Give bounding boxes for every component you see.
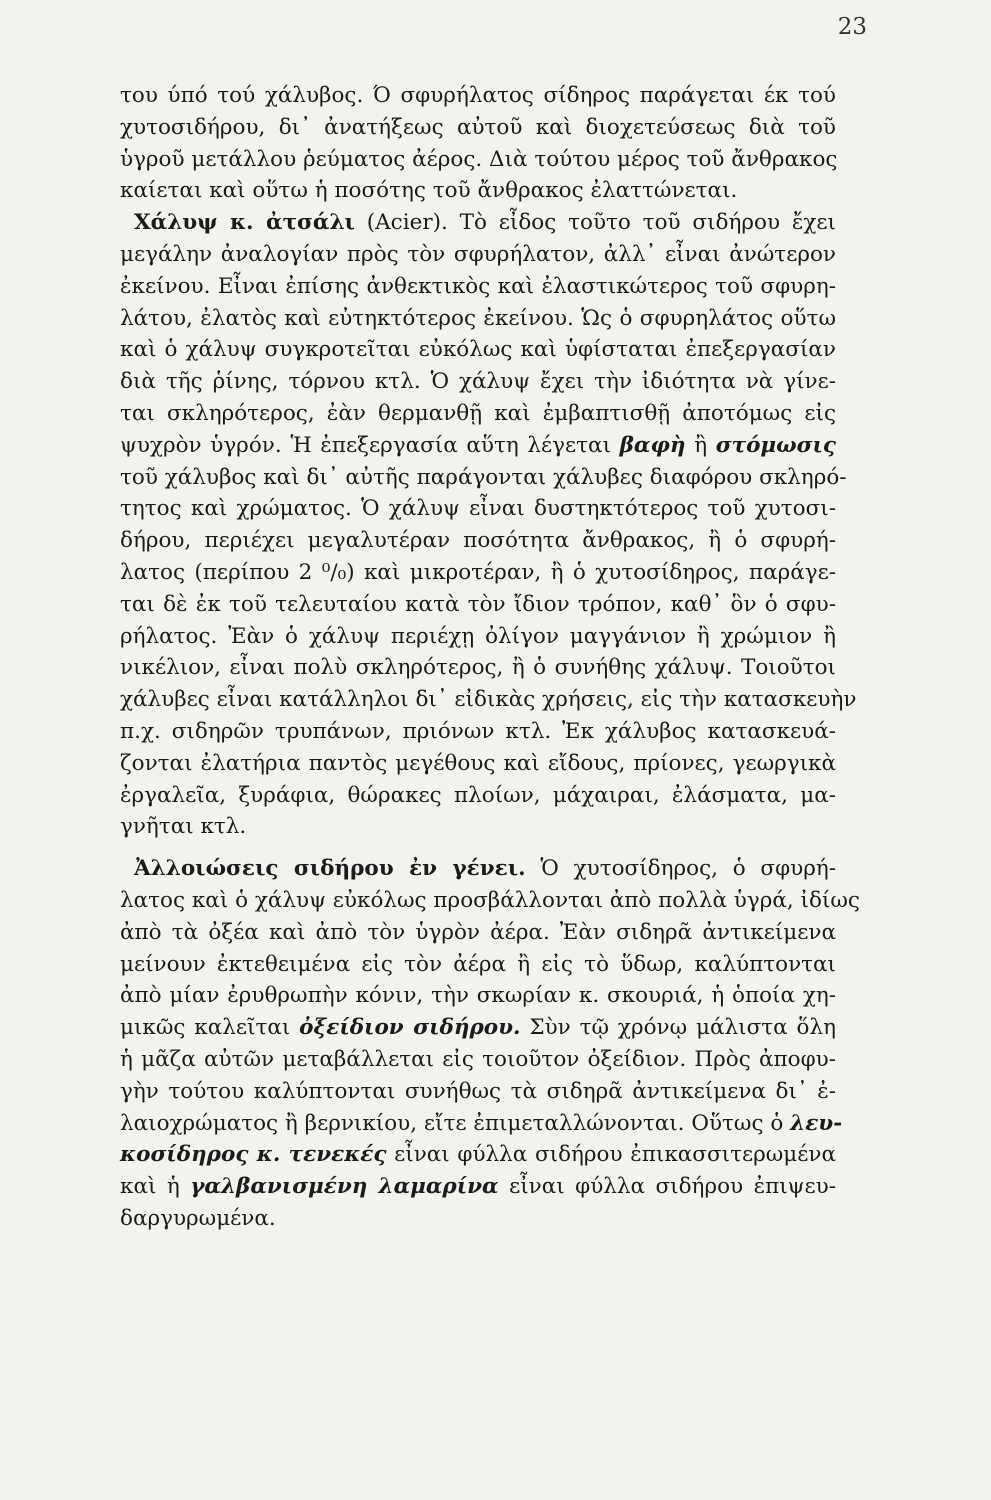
emphasized-term: Ἀλλοιώσεις σιδήρου ἐν γένει. <box>134 856 526 882</box>
text-line <box>120 811 836 843</box>
emphasized-term: κοσίδηρος κ. τενεκές <box>120 1142 387 1168</box>
text-line <box>120 80 836 112</box>
text-segment: λατος καὶ ὁ χάλυψ εὐκόλως προσβάλλονται ἀπὸ πολλὰ ὑγρά, ἰδίως <box>120 887 860 913</box>
text-line <box>120 175 836 207</box>
text-segment: Σὺν τῷ χρόνῳ μάλιστα ὅλη <box>520 1015 836 1041</box>
text-segment: ἀπὸ μίαν ἐρυθρωπὴν κόνιν, τὴν σκωρίαν κ. σκουριά, ἡ ὁποία χη- <box>120 983 836 1009</box>
text-segment: ρήλατος. Ἐὰν ὁ χάλυψ περιέχῃ ὀλίγον μαγγάνιον ἢ χρώμιον ἢ <box>120 623 836 649</box>
text-line <box>120 239 836 271</box>
text-line <box>120 780 836 812</box>
text-segment: μείνουν ἐκτεθειμένα εἰς τὸν ἀέρα ἢ εἰς τὸ ὕδωρ, καλύπτονται <box>120 951 836 977</box>
text-segment: λάτου, ἐλατὸς καὶ εὐτηκτότερος ἐκείνου. Ὡς ὁ σφυρηλάτος οὕτω <box>120 305 836 331</box>
text-segment: γνῆται κτλ. <box>120 814 247 840</box>
text-segment: τοῦ χάλυβος καὶ δι᾽ αὐτῆς παράγονται χάλυβες διαφόρου σκληρό- <box>120 464 847 490</box>
text-line <box>120 853 836 885</box>
text-line <box>120 1012 836 1044</box>
text-line <box>120 917 836 949</box>
text-segment: (Acier). Τὸ εἶδος τοῦτο τοῦ σιδήρου ἔχει <box>354 210 836 236</box>
text-segment: ἐργαλεῖα, ξυράφια, θώρακες πλοίων, μάχαιραι, ἐλάσματα, μα- <box>120 782 836 808</box>
text-line <box>120 303 836 335</box>
text-line <box>120 334 836 366</box>
text-segment: ται σκληρότερος, ἐὰν θερμανθῇ καὶ ἐμβαπτισθῇ ἀποτόμως εἰς <box>120 400 836 426</box>
text-segment: χυτοσιδήρου, δι᾽ ἀνατήξεως αὐτοῦ καὶ διοχετεύσεως διὰ τοῦ <box>120 114 836 140</box>
text-segment: καίεται καὶ οὕτω ἡ ποσότης τοῦ ἄνθρακος ἐλαττώνεται. <box>120 178 738 204</box>
text-segment: δήρου, περιέχει μεγαλυτέραν ποσότητα ἄνθρακος, ἢ ὁ σφυρή- <box>120 528 836 554</box>
text-segment: εἶναι φύλλα σιδήρου ἐπικασσιτερωμένα <box>386 1142 836 1168</box>
text-segment: μικῶς καλεῖται <box>120 1015 300 1041</box>
text-segment: ται δὲ ἐκ τοῦ τελευταίου κατὰ τὸν ἴδιον τρόπον, καθ᾽ ὃν ὁ σφυ- <box>120 591 836 617</box>
text-line <box>120 1044 836 1076</box>
text-segment: π.χ. σιδηρῶν τρυπάνων, πριόνων κτλ. Ἐκ χάλυβος κατασκευά- <box>120 718 836 744</box>
text-segment: λατος (περίπου 2 ⁰/₀) καὶ μικροτέραν, ἢ ὁ χυτοσίδηρος, παράγε- <box>120 559 836 585</box>
text-segment: ἡ μᾶζα αὐτῶν μεταβάλλεται εἰς τοιοῦτον ὀξείδιον. Πρὸς ἀποφυ- <box>120 1046 836 1072</box>
text-segment: ἢ <box>685 432 716 458</box>
text-line <box>120 684 857 716</box>
text-line <box>120 430 836 462</box>
text-line <box>120 144 836 176</box>
body-text <box>120 80 860 1235</box>
text-segment: ψυχρὸν ὑγρόν. Ἡ ἐπεξεργασία αὕτη λέγεται <box>120 432 620 458</box>
text-line <box>120 493 836 525</box>
text-segment: εἶναι φύλλα σιδήρου ἐπιψευ- <box>498 1174 837 1200</box>
text-line <box>120 1076 836 1108</box>
text-line <box>120 112 836 144</box>
text-segment: μεγάλην ἀναλογίαν πρὸς τὸν σφυρήλατον, ἀλλ᾽ εἶναι ἀνώτερον <box>120 241 836 267</box>
text-segment: χάλυβες εἶναι κατάλληλοι δι᾽ εἰδικὰς χρήσεις, εἰς τὴν κατασκευὴν <box>120 687 857 713</box>
text-segment: ὑγροῦ μετάλλου ῥεύματος ἀέρος. Διὰ τούτου μέρος τοῦ ἄνθρακος <box>120 146 838 172</box>
text-segment: ἀπὸ τὰ ὀξέα καὶ ἀπὸ τὸν ὑγρὸν ἀέρα. Ἐὰν σιδηρᾶ ἀντικείμενα <box>120 919 836 945</box>
text-segment: του ύπό τού χάλυβος. Ό σφυρήλατος σίδηρος παράγεται έκ τού <box>120 83 836 108</box>
text-segment: καὶ ὁ χάλυψ συγκροτεῖται εὐκόλως καὶ ὑφίσταται ἐπεξεργασίαν <box>120 337 836 363</box>
text-segment: δαργυρωμένα. <box>120 1205 276 1231</box>
text-segment: λαιοχρώματος ἢ βερνικίου, εἴτε ἐπιμεταλλώνονται. Οὕτως ὁ <box>120 1110 791 1136</box>
emphasized-term: γαλβανισμένη λαμαρίνα <box>190 1174 499 1200</box>
emphasized-term: βαφὴ <box>619 432 686 458</box>
emphasized-term: ὀξείδιον σιδήρου. <box>299 1015 521 1041</box>
text-segment: ἐκείνου. Εἶναι ἐπίσης ἀνθεκτικὸς καὶ ἐλαστικώτερος τοῦ σφυρη- <box>120 273 836 299</box>
text-line <box>120 557 836 589</box>
text-line <box>120 716 836 748</box>
text-segment: ζονται ἐλατήρια παντὸς μεγέθους καὶ εἴδους, πρίονες, γεωργικὰ <box>120 750 836 776</box>
text-line <box>120 652 836 684</box>
text-segment: γὴν τούτου καλύπτονται συνήθως τὰ σιδηρᾶ ἀντικείμενα δι᾽ ἐ- <box>120 1078 836 1104</box>
emphasized-term: στόμωσις <box>715 432 836 458</box>
text-line <box>120 1139 836 1171</box>
text-line <box>120 366 836 398</box>
text-line <box>120 207 836 239</box>
text-line <box>120 589 836 621</box>
text-line <box>120 398 836 430</box>
text-line <box>120 621 836 653</box>
text-line <box>120 271 836 303</box>
text-line <box>120 885 860 917</box>
text-line <box>120 949 836 981</box>
text-segment: τητος καὶ χρώματος. Ὁ χάλυψ εἶναι δυστηκτότερος τοῦ χυτοσι- <box>120 496 836 522</box>
text-line <box>120 462 847 494</box>
text-line <box>120 1171 836 1203</box>
emphasized-term: Χάλυψ κ. ἀτσάλι <box>134 210 355 236</box>
text-segment: διὰ τῆς ῥίνης, τόρνου κτλ. Ὁ χάλυψ ἔχει τὴν ἰδιότητα νὰ γίνε- <box>120 369 836 395</box>
text-segment: νικέλιον, εἶναι πολὺ σκληρότερος, ἢ ὁ συνήθης χάλυψ. Τοιοῦτοι <box>120 655 836 681</box>
text-line <box>120 980 836 1012</box>
text-line <box>120 1108 843 1140</box>
emphasized-term: λευ- <box>790 1110 843 1136</box>
text-line <box>120 748 836 780</box>
text-segment: Ὁ χυτοσίδηρος, ὁ σφυρή- <box>525 856 837 882</box>
text-line <box>120 525 836 557</box>
text-segment: καὶ ἡ <box>120 1174 191 1200</box>
text-line <box>120 1203 836 1235</box>
page-number: 23 <box>837 14 867 40</box>
